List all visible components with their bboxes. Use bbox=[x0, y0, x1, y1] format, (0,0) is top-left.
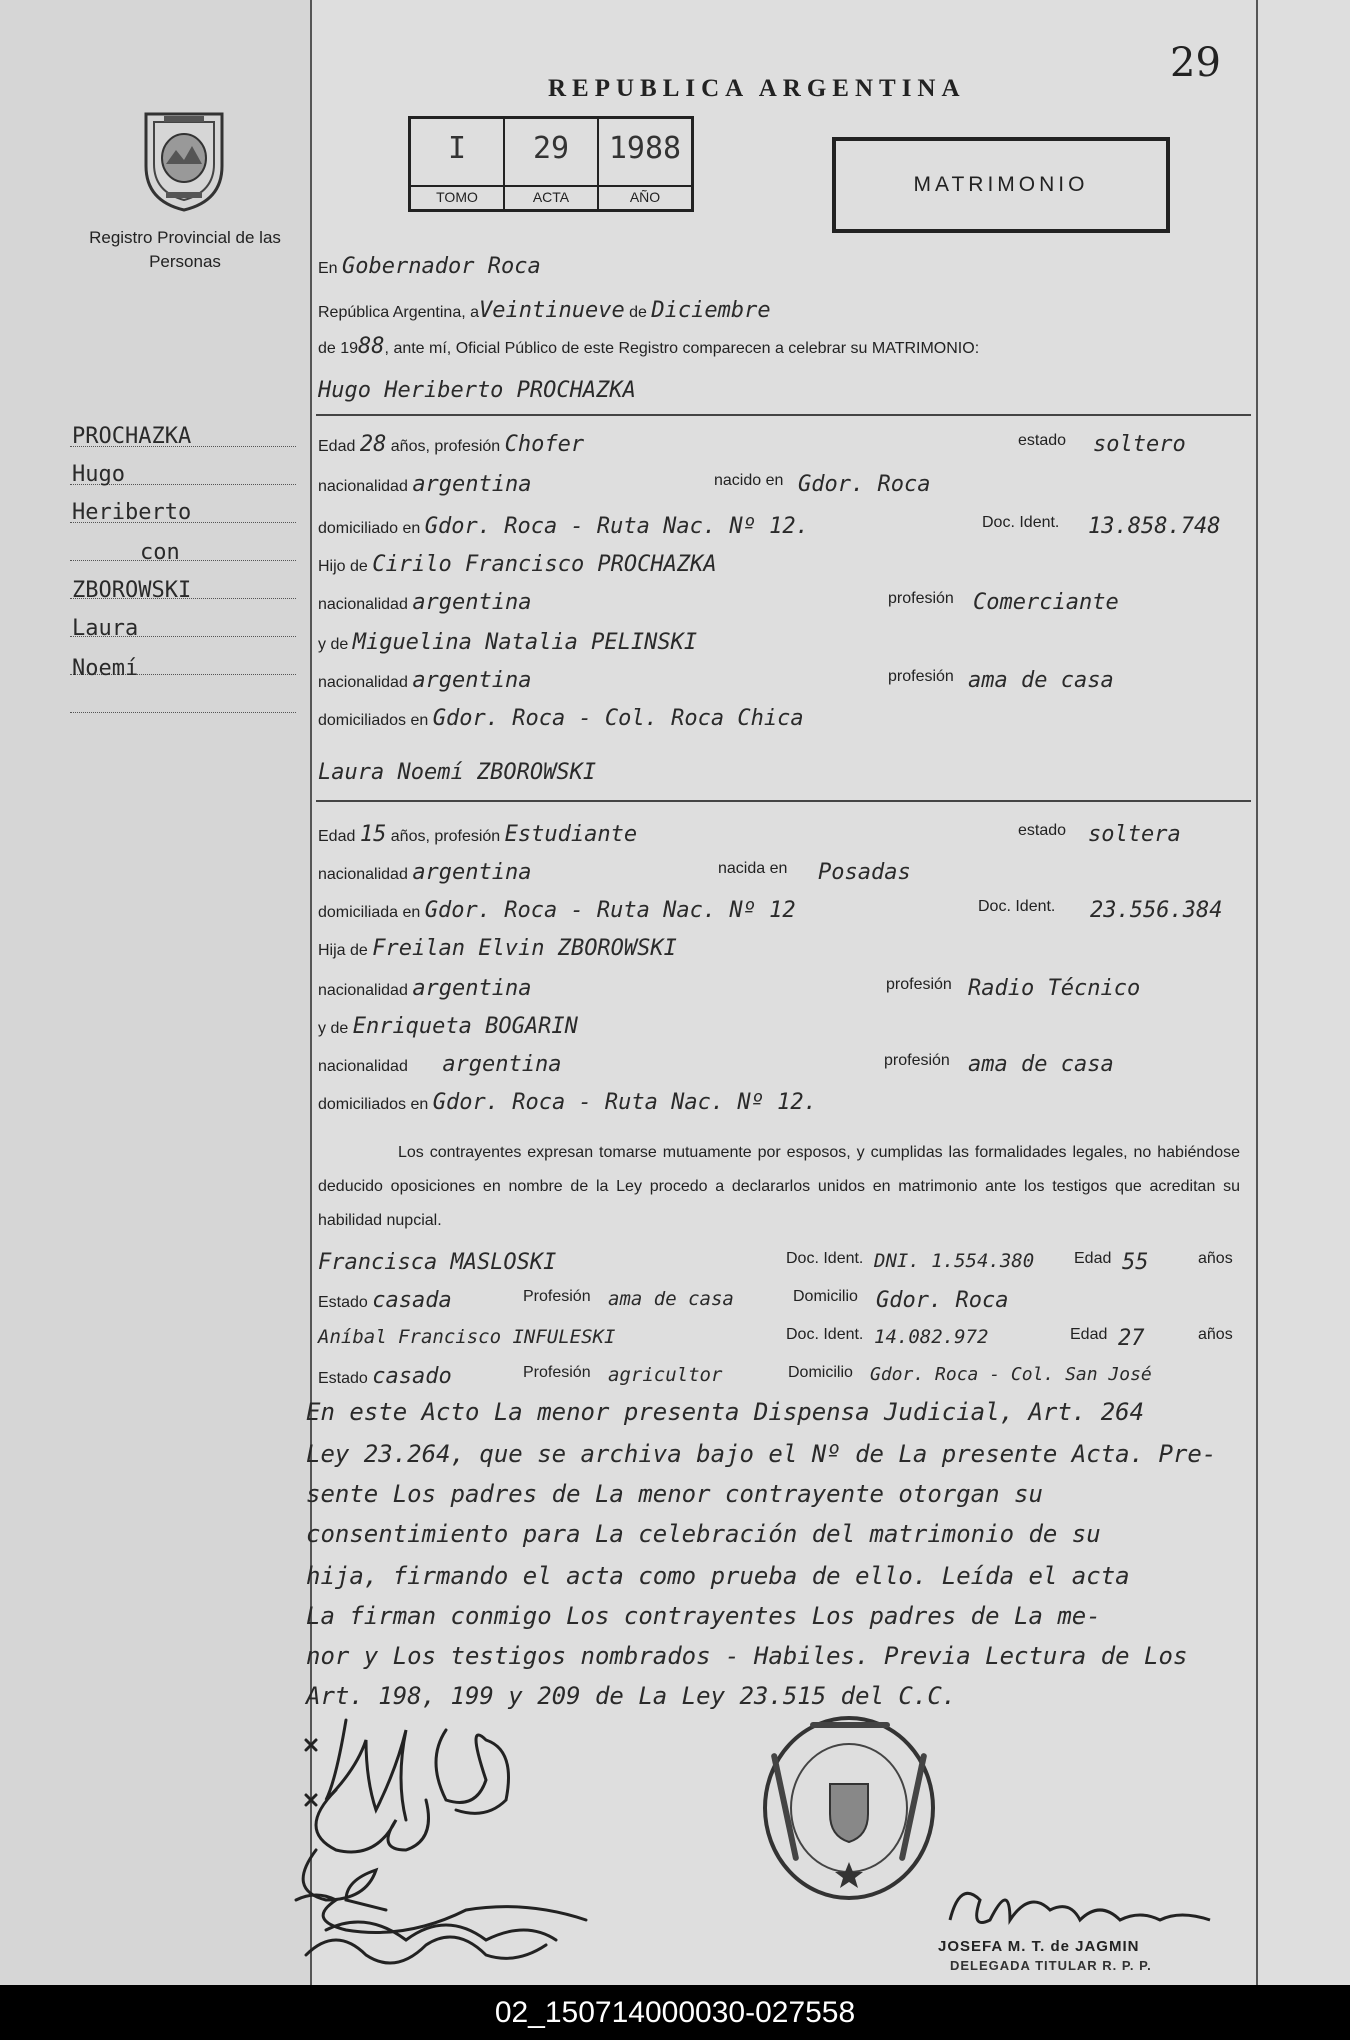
bride-doc: 23.556.384 bbox=[1090, 898, 1223, 923]
doc-label: Doc. Ident. bbox=[978, 898, 1056, 915]
groom-doc: 13.858.748 bbox=[1088, 514, 1221, 539]
footer-code: 02_150714000030-027558 bbox=[0, 1985, 1350, 2040]
acta-cell bbox=[505, 119, 599, 209]
bride-padre-nac-row bbox=[318, 976, 1248, 1012]
witness-name: Aníbal Francisco INFULESKI bbox=[318, 1326, 616, 1348]
witness-edad: 55 bbox=[1122, 1250, 1149, 1275]
estado-label: Estado bbox=[318, 1294, 368, 1311]
domicilio-label: domiciliada en bbox=[318, 904, 421, 921]
nacida-label: nacida en bbox=[718, 860, 788, 877]
register-box bbox=[408, 116, 694, 212]
groom-madre-row bbox=[318, 630, 1248, 666]
nacionalidad-label: nacionalidad bbox=[318, 478, 408, 495]
bride-madre-nac-row bbox=[318, 1052, 1248, 1088]
tomo-cell bbox=[411, 119, 505, 209]
acta-label: ACTA bbox=[505, 185, 597, 205]
witness-estado: casada bbox=[372, 1288, 452, 1313]
official-name: JOSEFA M. T. de JAGMIN bbox=[938, 1938, 1140, 1955]
edad-label: Edad bbox=[1070, 1326, 1108, 1343]
edad-label: Edad bbox=[318, 828, 356, 845]
bride-madre: Enriqueta BOGARIN bbox=[352, 1014, 578, 1039]
bride-dom-row bbox=[318, 898, 1248, 934]
y-de-label: y de bbox=[318, 636, 349, 653]
republica-label: República Argentina, a bbox=[318, 304, 479, 321]
witness-domicilio: Gdor. Roca bbox=[876, 1288, 1009, 1313]
bride-madre-prof: ama de casa bbox=[968, 1052, 1114, 1077]
groom-padres-domicilio: Gdor. Roca - Col. Roca Chica bbox=[432, 706, 804, 731]
nacionalidad-label: nacionalidad bbox=[318, 866, 408, 883]
groom-estado: soltero bbox=[1093, 432, 1186, 457]
margin-line bbox=[70, 678, 296, 713]
intro-rest: , ante mí, Oficial Público de este Registro comparecen a celebrar su MATRIMONIO: bbox=[384, 340, 980, 357]
anos-profesion-label: años, profesión bbox=[390, 828, 501, 845]
acta-value: 29 bbox=[532, 131, 570, 166]
domicilio-label: Domicilio bbox=[788, 1364, 853, 1381]
witness-profesion: ama de casa bbox=[608, 1288, 734, 1310]
intro-date-row bbox=[318, 298, 1248, 334]
groom-padre-nac: argentina bbox=[412, 590, 532, 615]
groom-name: Hugo Heriberto PROCHAZKA bbox=[318, 378, 636, 403]
margin-note: ZBOROWSKI bbox=[72, 578, 192, 603]
official-signature-icon bbox=[930, 1870, 1230, 1940]
tomo-label: TOMO bbox=[411, 185, 503, 205]
bride-nacida-en: Posadas bbox=[818, 860, 911, 885]
estado-label: estado bbox=[1018, 432, 1067, 449]
witness-2-detail-row bbox=[318, 1364, 1248, 1400]
margin-note: Noemí bbox=[72, 656, 139, 681]
tomo-value: I bbox=[447, 131, 467, 166]
de-label: de bbox=[629, 304, 647, 321]
anio-label: AÑO bbox=[599, 185, 691, 205]
nacionalidad-label: nacionalidad bbox=[318, 1058, 408, 1075]
section-separator bbox=[316, 800, 1251, 802]
hijo-label: Hijo de bbox=[318, 558, 368, 575]
groom-padre: Cirilo Francisco PROCHAZKA bbox=[372, 552, 717, 577]
profesion-label: profesión bbox=[888, 668, 954, 685]
groom-nac-row bbox=[318, 472, 1248, 508]
bride-nacionalidad: argentina bbox=[412, 860, 532, 885]
margin-note: con bbox=[140, 540, 180, 565]
year-prefix: de 19 bbox=[318, 340, 359, 357]
bride-padre-row bbox=[318, 936, 1248, 972]
domicilio-label: domiciliado en bbox=[318, 520, 421, 537]
witness-estado: casado bbox=[372, 1364, 452, 1389]
profesion-label: profesión bbox=[884, 1052, 950, 1069]
nacionalidad-label: nacionalidad bbox=[318, 596, 408, 613]
year-value: 88 bbox=[358, 334, 385, 359]
note-line: Ley 23.264, que se archiva bajo el Nº de La presente Acta. Pre- bbox=[306, 1440, 1217, 1468]
domiciliados-label: domiciliados en bbox=[318, 712, 429, 729]
right-border bbox=[1256, 0, 1258, 1985]
record-type-box: MATRIMONIO bbox=[832, 137, 1170, 233]
en-label: En bbox=[318, 260, 338, 277]
anio-cell bbox=[599, 119, 691, 209]
witness-doc: DNI. 1.554.380 bbox=[874, 1250, 1035, 1272]
groom-madre: Miguelina Natalia PELINSKI bbox=[352, 630, 698, 655]
margin-column bbox=[0, 0, 310, 1985]
bride-edad: 15 bbox=[359, 822, 387, 847]
groom-domicilio: Gdor. Roca - Ruta Nac. Nº 12. bbox=[424, 514, 809, 539]
edad-label: Edad bbox=[318, 438, 356, 455]
profesion-label: profesión bbox=[888, 590, 954, 607]
bride-padres-domicilio: Gdor. Roca - Ruta Nac. Nº 12. bbox=[432, 1090, 817, 1115]
groom-padre-prof: Comerciante bbox=[973, 590, 1119, 615]
witness-domicilio: Gdor. Roca - Col. San José bbox=[870, 1364, 1152, 1385]
margin-note: Heriberto bbox=[72, 500, 192, 525]
note-line: La firman conmigo Los contrayentes Los padres de La me- bbox=[306, 1602, 1101, 1630]
groom-madre-nac-row bbox=[318, 668, 1248, 704]
bride-nac-row bbox=[318, 860, 1248, 896]
nacionalidad-label: nacionalidad bbox=[318, 674, 408, 691]
groom-madre-nac: argentina bbox=[412, 668, 532, 693]
page-number: 29 bbox=[1170, 40, 1221, 86]
note-line: Art. 198, 199 y 209 de La Ley 23.515 del C.C. bbox=[306, 1682, 957, 1710]
doc-label: Doc. Ident. bbox=[786, 1326, 864, 1343]
estado-label: estado bbox=[1018, 822, 1067, 839]
note-line: En este Acto La menor presenta Dispensa Judicial, Art. 264 bbox=[306, 1398, 1145, 1426]
y-de-label: y de bbox=[318, 1020, 349, 1037]
groom-padre-row bbox=[318, 552, 1248, 588]
anio-value: 1988 bbox=[608, 131, 682, 166]
profesion-label: profesión bbox=[886, 976, 952, 993]
note-line: consentimiento para La celebración del matrimonio de su bbox=[306, 1520, 1101, 1548]
hija-label: Hija de bbox=[318, 942, 368, 959]
bride-domicilio: Gdor. Roca - Ruta Nac. Nº 12 bbox=[424, 898, 796, 923]
domicilio-label: Domicilio bbox=[793, 1288, 858, 1305]
registry-name: Registro Provincial de las Personas bbox=[89, 228, 281, 271]
anos-profesion-label: años, profesión bbox=[390, 438, 501, 455]
month-value: Diciembre bbox=[651, 298, 771, 323]
groom-name-row bbox=[318, 378, 1248, 414]
nacionalidad-label: nacionalidad bbox=[318, 982, 408, 999]
groom-nacido-en: Gdor. Roca bbox=[798, 472, 931, 497]
groom-padres-dom-row bbox=[318, 706, 1248, 742]
day-value: Veintinueve bbox=[479, 298, 625, 323]
anos-label: años bbox=[1198, 1250, 1233, 1267]
bride-name-row bbox=[318, 760, 1248, 796]
bride-profesion: Estudiante bbox=[504, 822, 638, 847]
witness-2-row bbox=[318, 1326, 1248, 1362]
nacido-label: nacido en bbox=[714, 472, 784, 489]
groom-profesion: Chofer bbox=[504, 432, 585, 457]
provincial-seal-icon bbox=[136, 106, 232, 214]
groom-dom-row bbox=[318, 514, 1248, 550]
section-separator bbox=[316, 414, 1251, 416]
place-value: Gobernador Roca bbox=[342, 254, 541, 279]
official-title: DELEGADA TITULAR R. P. P. bbox=[950, 1958, 1152, 1973]
witness-name: Francisca MASLOSKI bbox=[318, 1250, 557, 1275]
profesion-label: Profesión bbox=[523, 1364, 591, 1381]
note-line: nor y Los testigos nombrados - Habiles. Previa Lectura de Los bbox=[306, 1642, 1188, 1670]
official-stamp-icon bbox=[760, 1712, 938, 1904]
doc-label: Doc. Ident. bbox=[786, 1250, 864, 1267]
estado-label: Estado bbox=[318, 1370, 368, 1387]
bride-padre-prof: Radio Técnico bbox=[968, 976, 1141, 1001]
bride-name: Laura Noemí ZBOROWSKI bbox=[318, 760, 597, 785]
bride-padre: Freilan Elvin ZBOROWSKI bbox=[372, 936, 677, 961]
groom-edad-row bbox=[318, 432, 1248, 468]
margin-note: Laura bbox=[72, 616, 139, 641]
country-heading: REPUBLICA ARGENTINA bbox=[548, 75, 966, 102]
margin-note: PROCHAZKA bbox=[72, 424, 192, 449]
profesion-label: Profesión bbox=[523, 1288, 591, 1305]
intro-year-row bbox=[318, 334, 1248, 370]
domiciliados-label: domiciliados en bbox=[318, 1096, 429, 1113]
witness-1-detail-row bbox=[318, 1288, 1248, 1324]
groom-madre-prof: ama de casa bbox=[968, 668, 1114, 693]
signatures-icon bbox=[286, 1700, 766, 1980]
witness-edad: 27 bbox=[1118, 1326, 1145, 1351]
bride-madre-nac: argentina bbox=[442, 1052, 562, 1077]
note-line: hija, firmando el acta como prueba de ello. Leída el acta bbox=[306, 1562, 1130, 1590]
margin-note: Hugo bbox=[72, 462, 125, 487]
groom-edad: 28 bbox=[359, 432, 387, 457]
edad-label: Edad bbox=[1074, 1250, 1112, 1267]
witness-profesion: agricultor bbox=[608, 1364, 723, 1386]
witness-doc: 14.082.972 bbox=[874, 1326, 989, 1348]
bride-padres-dom-row bbox=[318, 1090, 1248, 1126]
witness-1-row bbox=[318, 1250, 1248, 1286]
bride-edad-row bbox=[318, 822, 1248, 858]
declaration-text: Los contrayentes expresan tomarse mutuamente por esposos, y cumplidas las formalidades legales, no habiéndose deducido oposiciones en nombre de la Ley procedo a declararlos unidos en matrimonio ante los testigos que acreditan su habilidad nupcial. bbox=[318, 1144, 1240, 1229]
bride-estado: soltera bbox=[1088, 822, 1181, 847]
groom-nacionalidad: argentina bbox=[412, 472, 532, 497]
intro-place-row bbox=[318, 254, 1248, 290]
note-line: sente Los padres de La menor contrayente otorgan su bbox=[306, 1480, 1043, 1508]
groom-padre-nac-row bbox=[318, 590, 1248, 626]
anos-label: años bbox=[1198, 1326, 1233, 1343]
bride-madre-row bbox=[318, 1014, 1248, 1050]
bride-padre-nac: argentina bbox=[412, 976, 532, 1001]
doc-label: Doc. Ident. bbox=[982, 514, 1060, 531]
